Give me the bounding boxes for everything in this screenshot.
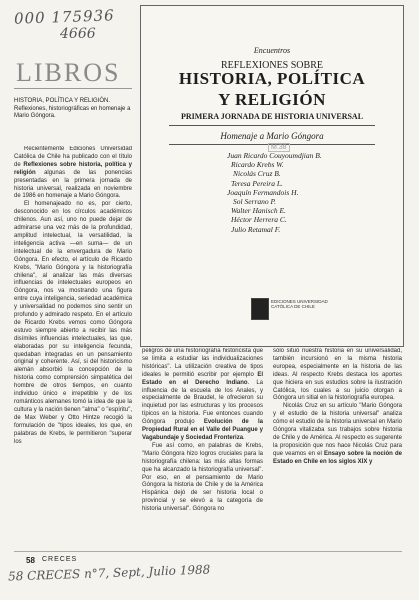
paragraph: sólo situó nuestra historia en su universalidad, también incursionó en la misma historia europea, especialmente en la historia de las ideas. Al respecto Krebs destaca los aportes que hiciera en sus estudios sobre la ilustración Católica, los cuales a su juicio otorgan a Góngora un sitial en la historiografía europea. bbox=[273, 348, 402, 402]
cover-publisher: EDICIONES UNIVERSIDAD CATÓLICA DE CHILE bbox=[271, 299, 328, 309]
magazine-name: CRECES bbox=[42, 556, 78, 563]
cover-author: Teresa Pereira L. bbox=[231, 178, 283, 188]
cover-author-list bbox=[227, 151, 322, 234]
caption-text: HISTORIA, POLÍTICA Y RELIGIÓN. Reflexiones, historiográficas en homenaje a Mario Góngora. bbox=[14, 98, 131, 119]
paragraph: El homenajeado no es, por cierto, desconocido en los círculos académicos chilenos. Aun así, uno no puede dejar de admirarse una vez más de la profundidad, amplitud intelectual, la versatilidad, la inteligencia activa —en suma— de un intelectual de la envergadura de Mario Góngora. En efecto, el artículo de Ricardo Krebs, "Mario Góngora y la historiografía chilena", al analizar las más diversas influencias de intelectuales europeos en Góngora, nos va mostrando una figura entre cuya inteligencia, seriedad académica y universalidad no podemos sino sentir un profundo y admirado respeto. En el artículo de Ricardo Krebs vemos como Góngora estuvo siempre abierto a recibir las más disímiles influencias intelectuales, las que, elaboradas por su inteligencia fecunda, quedaban integradas en un pensamiento original y coherente. Así, si del historicismo alemán absorbió la concepción de la historia como comprensión simpatética del hombre de otros tiempos, en cuanto individuo único e irrepetible y de los románticos alemanes tomó la idea de que la cultura y la nación tienen "alma" o "espíritu", de Max Weber y Otto Hintze recogió la formulación de "tipos ideales, los que, en palabras de Krebs, le permitieron "superar los bbox=[14, 201, 132, 445]
cover-subtitle: PRIMERA JORNADA DE HISTORIA UNIVERSAL bbox=[180, 112, 364, 121]
cover-author: Julio Retamal F. bbox=[231, 224, 281, 234]
article-column-1 bbox=[14, 146, 132, 539]
article-column-2 bbox=[142, 348, 263, 540]
footer-divider bbox=[14, 551, 402, 552]
cover-author: Walter Hanisch E. bbox=[231, 206, 286, 216]
cover-author: Héctor Herrera C. bbox=[231, 215, 287, 225]
handwritten-catalog-number: 000 175936 bbox=[13, 6, 115, 28]
cover-title-line2: Y RELIGIÓN bbox=[218, 90, 326, 109]
cover-divider bbox=[169, 125, 375, 126]
paragraph: Fue así como, en palabras de Krebs, "Mario Góngora hizo logros cruciales para la historiografía chilena: las más altas formas que ha alcanzado la historiografía universal". Por eso, en el pensamiento de Mario Góngora la historia de Chile y de la América Hispánica dejó de ser historia local o provincial y se elevó a la categoría de historia universal". Góngora no bbox=[142, 442, 263, 513]
cover-author: Juan Ricardo Couyoumdjian B. bbox=[227, 151, 322, 160]
book-cover-image bbox=[140, 5, 404, 347]
cover-series: Encuentros bbox=[253, 46, 291, 55]
cover-title-line1: HISTORIA, POLÍTICA bbox=[178, 69, 366, 88]
cover-author: Joaquín Fermandois H. bbox=[227, 187, 299, 197]
heading-divider bbox=[14, 88, 132, 89]
paragraph: peligros de una historiografía historicista que se limita a estudiar las individualizaciones históricas". La utilización creativa de tipos ideales le permitió escribir por ejemplo El Estado en el Derecho Indiano. La influencia de la escuela de los Anales, y especialmente de Braudel, le ofrecieron su inquietud por las estructuras y los procesos típicos en la historia. Fue entonces cuando Góngora produjo Evolución de la Propiedad Rural en el Valle del Puangue y Vagabundaje y Sociedad Fronteriza. bbox=[142, 348, 263, 441]
handwritten-stamp: M.38 bbox=[268, 143, 290, 152]
cover-homage: Homenaje a Mario Góngora bbox=[220, 131, 324, 141]
page-number: 58 bbox=[26, 556, 35, 565]
cover-author: Nicolás Cruz B. bbox=[233, 169, 281, 179]
cover-author: Ricardo Krebs W. bbox=[231, 160, 284, 170]
cover-author: Sol Serrano P. bbox=[233, 197, 276, 207]
article-column-3 bbox=[273, 348, 402, 540]
book-caption bbox=[14, 98, 132, 121]
handwritten-citation: 58 CRECES n°7, Sept, Julio 1988 bbox=[7, 562, 211, 584]
cover-pretitle: REFLEXIONES SOBRE bbox=[221, 60, 323, 71]
paragraph: Nicolás Cruz en su artículo "Mario Góngora y el estudio de la historia universal" analiza cómo el estudio de la historia universal en Mario Góngora vitalizaba sus trabajos sobre historia de Chile y de América. Al respecto es sugerente la proposición que nos hace Nicolás Cruz para que veamos en el Ensayo sobre la noción de Estado en Chile en los siglos XIX y bbox=[273, 403, 402, 465]
publisher-logo bbox=[251, 298, 269, 320]
paragraph: Recientemente Ediciones Universidad Católica de Chile ha publicado con el título de Reflexiones sobre historia, política y religión algunas de las ponencias presentadas en la primera jornada de historia universal, realizada en noviembre de 1986 en homenaje a Mario Góngora. bbox=[14, 146, 132, 200]
handwritten-note: 4666 bbox=[60, 26, 96, 42]
section-heading: LIBROS bbox=[16, 58, 121, 87]
